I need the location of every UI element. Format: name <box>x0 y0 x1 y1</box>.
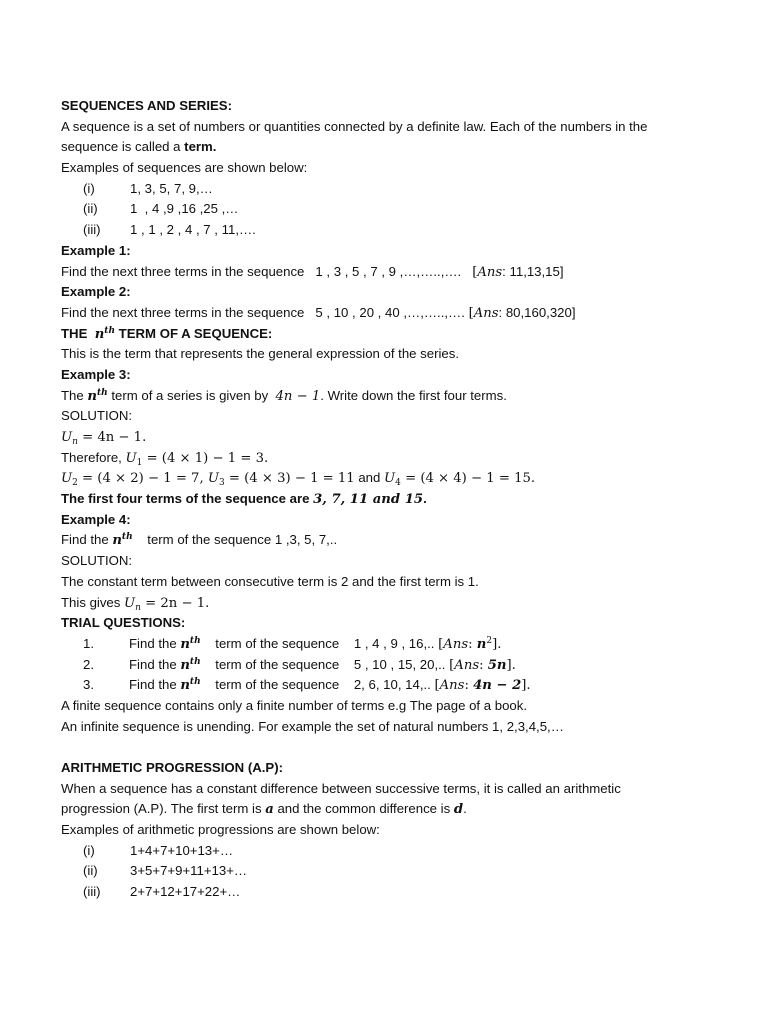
example-3-u1: Therefore, $U_1 = (4 \times 1) - 1 = 3$. <box>61 449 269 468</box>
example-3-un: $U_n = 4n - 1$. <box>61 430 147 447</box>
example-4-text: Find the $n^{th}$ term of the sequence 1 ,3, 5, 7,.. <box>61 532 338 549</box>
nth-term-heading: THE $n^{th}$ TERM OF A SEQUENCE: <box>61 325 273 342</box>
list-item: 2. Find the $n^{th}$ term of the sequence 5 , 10 , 15, 20,.. [Ans: 5n]. <box>83 656 516 673</box>
example-1-text: Find the next three terms in the sequence 1 , 3 , 5 , 7 , 9 ,…,…..,…. [Ans: 11,13,15] <box>61 263 564 280</box>
section-heading-ap: ARITHMETIC PROGRESSION (A.P): <box>61 760 283 775</box>
example-3-conclusion: The first four terms of the sequence are 3, 7, 11 and 15. <box>61 491 427 508</box>
list-item: 3. Find the $n^{th}$ term of the sequence 2, 6, 10, 14,.. [Ans: 4n − 2]. <box>83 677 531 694</box>
finite-sequence-line: A finite sequence contains only a finite number of terms e.g The page of a book. <box>61 697 528 713</box>
example-3-title: Example 3: <box>61 366 131 382</box>
ap-line-2: progression (A.P). The first term is a and the common difference is d. <box>61 801 467 818</box>
example-2-title: Example 2: <box>61 284 131 300</box>
section-heading-sequences: SEQUENCES AND SERIES: <box>61 98 232 113</box>
list-item: (iii) 1 , 1 , 2 , 4 , 7 , 11,…. <box>83 222 256 238</box>
solution-label: SOLUTION: <box>61 408 133 424</box>
nth-term-definition: This is the term that represents the general expression of the series. <box>61 346 460 362</box>
definition-line: A sequence is a set of numbers or quantities connected by a definite law. Each of the numbers in the <box>61 118 648 134</box>
example-2-text: Find the next three terms in the sequence 5 , 10 , 20 , 40 ,…,…..,…. [Ans: 80,160,320] <box>61 304 576 321</box>
examples-intro: Examples of sequences are shown below: <box>61 160 308 176</box>
ap-line-1: When a sequence has a constant difference between successive terms, it is called an arithmetic <box>61 780 621 796</box>
ap-examples-intro: Examples of arithmetic progressions are shown below: <box>61 822 380 838</box>
list-item: 1. Find the $n^{th}$ term of the sequence 1 , 4 , 9 , 16,.. [Ans: $n^2$]. <box>83 635 502 652</box>
trial-questions-heading: TRIAL QUESTIONS: <box>61 615 186 631</box>
example-3-u2-u4: $U_2 = (4 \times 2) - 1 = 7$, $U_3 = (4 \times 3) - 1 = 11$ and $U_4 = (4 \times 4) - 1 = 15$. <box>61 470 536 489</box>
example-4-title: Example 4: <box>61 511 131 527</box>
document-body <box>61 96 721 903</box>
list-item: (ii) 1 , 4 ,9 ,16 ,25 ,… <box>83 201 239 217</box>
example-4-line-2: This gives $U_n = 2n - 1$. <box>61 594 210 613</box>
example-4-line-1: The constant term between consecutive term is 2 and the first term is 1. <box>61 573 479 589</box>
list-item: (i) 1, 3, 5, 7, 9,… <box>83 180 213 196</box>
infinite-sequence-line: An infinite sequence is unending. For example the set of natural numbers 1, 2,3,4,5,… <box>61 718 564 734</box>
list-item: (ii) 3+5+7+9+11+13+… <box>83 863 248 879</box>
list-item: (iii) 2+7+12+17+22+… <box>83 884 241 900</box>
spacer <box>61 737 721 758</box>
list-item: (i) 1+4+7+10+13+… <box>83 842 234 858</box>
example-3-text: The $n^{th}$ term of a series is given by 4n − 1. Write down the first four terms. <box>61 387 507 404</box>
solution-label: SOLUTION: <box>61 553 133 569</box>
definition-line-2: sequence is called a term. <box>61 139 217 155</box>
example-1-title: Example 1: <box>61 242 131 258</box>
